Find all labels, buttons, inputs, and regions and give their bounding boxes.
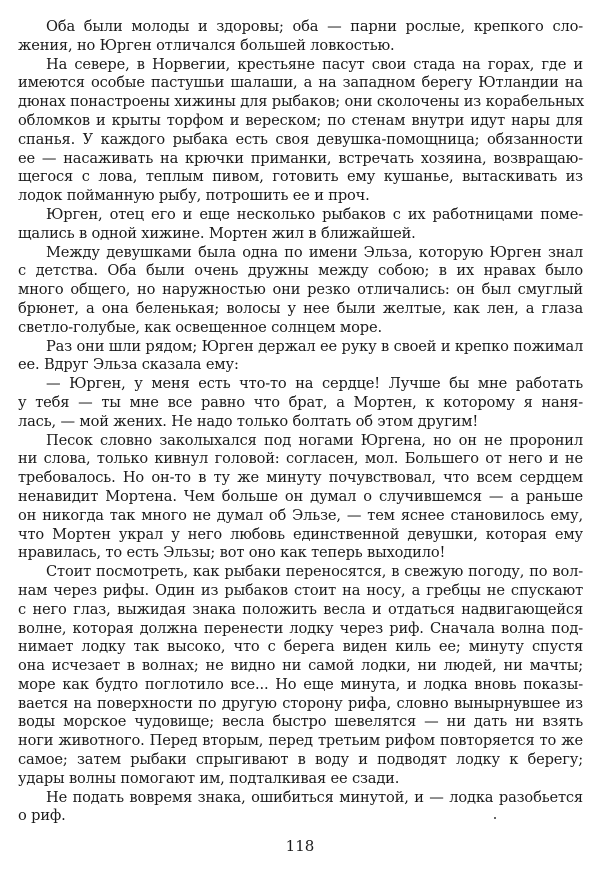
text-line: самое; затем рыбаки спрыгивают в воду и подводят лодку к берегу; — [18, 751, 583, 769]
text-line: нимает лодку так высоко, что с берега виден киль ее; минуту спустя — [18, 638, 583, 656]
text-line: щегося с лова, теплым пивом, готовить ему кушанье, вытаскивать из — [18, 168, 583, 186]
text-line: нравилась, то есть Эльзы; вот оно как теперь выходило! — [18, 544, 446, 562]
paragraph — [18, 789, 583, 827]
page-number: 118 — [285, 837, 315, 855]
text-line: нам через рифы. Один из рыбаков стоит на носу, а гребцы не спускают — [18, 581, 583, 599]
text-line: Стоит посмотреть, как рыбаки переносятся, в свежую погоду, по вол- — [46, 563, 583, 581]
text-line: много общего, но наружностью они резко отличались: он был смуглый — [18, 281, 583, 299]
text-line: требовалось. Но он-то в ту же минуту почувствовал, что всем сердцем — [18, 469, 583, 487]
text-line: обломков и крыты торфом и вереском; по стенам внутри идут нары для — [18, 111, 583, 129]
text-line: с него глаз, выжидая знака положить весла и отдаться надвигающейся — [18, 600, 583, 618]
text-line: удары волны помогают им, подталкивая ее сзади. — [18, 769, 400, 787]
text-line: ни слова, только кивнул головой: согласен, мол. Большего от него и не — [18, 450, 583, 468]
paragraph — [18, 563, 583, 789]
paragraph — [18, 18, 583, 56]
scan-speck — [494, 817, 496, 819]
text-line: волне, которая должна перенести лодку через риф. Сначала волна под- — [18, 619, 583, 637]
text-line: ноги животного. Перед вторым, перед третьим рифом повторяется то же — [18, 732, 583, 750]
text-line: имеются особые пастушьи шалаши, а на западном берегу Ютландии на — [18, 74, 583, 92]
text-line: ее. Вдруг Эльза сказала ему: — [18, 356, 239, 374]
text-line: Оба были молоды и здоровы; оба — парни рослые, крепкого сло- — [46, 18, 583, 35]
text-line: с детства. Оба были очень дружны между собою; в их нравах было — [18, 262, 583, 280]
paragraph — [18, 244, 583, 338]
paragraph — [18, 338, 583, 376]
text-line: лась, — мой жених. Не надо только болтать об этом другим! — [18, 412, 479, 430]
text-line: дюнах понастроены хижины для рыбаков; они сколочены из корабельных — [18, 93, 585, 111]
text-line: жения, но Юрген отличался большей ловкостью. — [18, 36, 395, 54]
text-line: вается на поверхности по другую сторону рифа, словно вынырнувшее из — [18, 694, 583, 712]
text-line: он никогда так много не думал об Эльзе, — тем яснее становилось ему, — [18, 506, 583, 524]
text-line: что Мортен украл у него любовь единственной девушки, которая ему — [18, 525, 583, 543]
text-line: ненавидит Мортена. Чем больше он думал о случившемся — а раньше — [18, 487, 583, 505]
text-line: — Юрген, у меня есть что-то на сердце! Лучше бы мне работать — [46, 375, 583, 393]
text-line: На севере, в Норвегии, крестьяне пасут свои стада на горах, где и — [46, 55, 583, 73]
text-line: море как будто поглотило все... Но еще минута, и лодка вновь показы- — [18, 675, 583, 693]
text-line: Между девушками была одна по имени Эльза, которую Юрген знал — [46, 243, 583, 261]
text-line: Песок словно заколыхался под ногами Юргена, но он не проронил — [46, 431, 583, 449]
page-body-text — [18, 18, 583, 826]
text-line: щались в одной хижине. Мортен жил в ближайшей. — [18, 224, 416, 242]
text-line: Юрген, отец его и еще несколько рыбаков с их работницами поме- — [46, 205, 583, 223]
text-line: воды морское чудовище; весла быстро шевелятся — ни дать ни взять — [18, 713, 583, 731]
paragraph — [18, 432, 583, 564]
paragraph — [18, 375, 583, 431]
text-line: спанья. У каждого рыбака есть своя девушка-помощница; обязанности — [18, 130, 583, 148]
paragraph — [18, 56, 583, 206]
text-line: у тебя — ты мне все равно что брат, а Мортен, к которому я наня- — [18, 393, 583, 411]
text-line: о риф. — [18, 807, 66, 825]
text-line: лодок пойманную рыбу, потрошить ее и проч. — [18, 187, 370, 205]
text-line: Не подать вовремя знака, ошибиться минутой, и — лодка разобьется — [46, 788, 583, 806]
paragraph — [18, 206, 583, 244]
text-line: брюнет, а она беленькая; волосы у нее были желтые, как лен, а глаза — [18, 299, 583, 317]
text-line: Раз они шли рядом; Юрген держал ее руку в своей и крепко пожимал — [46, 337, 584, 355]
text-line: ее — насаживать на крючки приманки, встречать хозяина, возвращаю- — [18, 149, 583, 167]
text-line: она исчезает в волнах; не видно ни самой лодки, ни людей, ни мачты; — [18, 657, 583, 675]
text-line: светло-голубые, как освещенное солнцем море. — [18, 318, 382, 336]
